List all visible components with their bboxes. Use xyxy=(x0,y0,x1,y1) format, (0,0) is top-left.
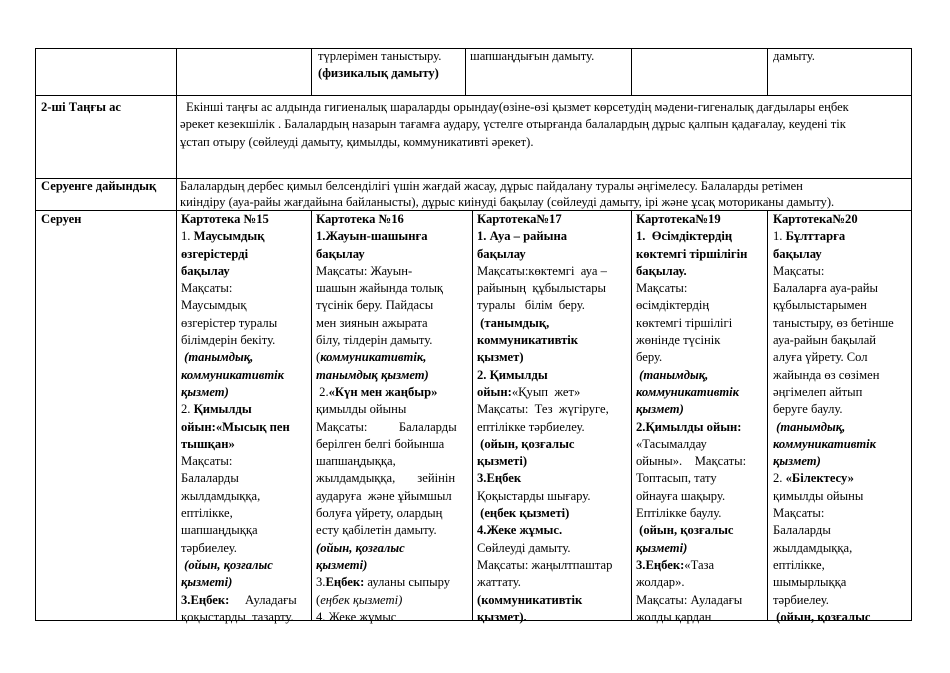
walk-prep-text-line: Балалардың дербес қимыл белсенділігі үшін жағдай жасау, дұрыс пайдалану туралы әңгімелесу. Балаларды ретімен xyxy=(180,179,803,193)
walk-text-segment: (танымдық, xyxy=(636,367,709,382)
walk-text-line xyxy=(477,401,629,418)
walk-text-line xyxy=(316,453,470,470)
walk-text-segment: танымдық қызмет) xyxy=(316,367,429,382)
walk-text-segment: алуға үйрету. Сол xyxy=(773,350,868,365)
walk-text-segment: 2.Қимылды ойын: xyxy=(636,419,742,434)
walk-text-segment: Топтасып, тату xyxy=(636,471,717,486)
walk-text-segment: қызмет) xyxy=(636,402,684,417)
walk-text-segment: Мақсаты: Ауладағы xyxy=(636,592,743,607)
walk-text-line xyxy=(181,574,309,591)
walk-text-segment: «Білектесу» xyxy=(785,471,854,486)
walk-text-segment: 3.Еңбек xyxy=(477,471,522,486)
row-label-breakfast: 2-ші Таңғы ас xyxy=(41,100,121,114)
walk-text-segment: (ойын, қозғалыс xyxy=(773,609,871,624)
walk-text-segment: 2. xyxy=(773,471,786,486)
walk-text-segment: есту қабілетін дамыту. xyxy=(316,523,437,538)
walk-text-line xyxy=(636,522,765,539)
walk-text-line xyxy=(477,332,629,349)
walk-text-line xyxy=(316,488,470,505)
walk-text-line xyxy=(181,453,309,470)
walk-text-segment: Мақсаты: xyxy=(773,263,825,278)
breakfast-text-line: ұстап отыру (сөйлеуді дамыту, қимылды, коммуникативті әрекет). xyxy=(180,135,534,149)
walk-text-line xyxy=(477,574,629,591)
walk-text-line xyxy=(181,540,309,557)
column-divider xyxy=(465,48,466,96)
walk-text-line xyxy=(636,540,765,557)
walk-text-segment: ( xyxy=(316,592,321,607)
walk-text-segment: қимылды ойыны xyxy=(316,402,407,417)
walk-text-line xyxy=(636,263,765,280)
walk-text-segment: 1. Өсімдіктердің xyxy=(636,229,733,244)
row-divider xyxy=(35,95,912,96)
row1-col4: шапшаңдығын дамыту. xyxy=(470,49,595,63)
walk-text-line xyxy=(181,315,309,332)
walk-text-segment: көктемгі тіршілігі xyxy=(636,315,733,330)
walk-text-segment: Маусымдық xyxy=(181,298,247,313)
walk-text-line xyxy=(636,470,765,487)
walk-text-segment: 3. xyxy=(316,575,326,590)
walk-column-5 xyxy=(773,211,909,626)
walk-text-line xyxy=(636,505,765,522)
walk-text-segment: жылдамдыққа, xyxy=(773,540,853,555)
walk-text-line xyxy=(181,488,309,505)
walk-text-segment: «Қуып жет» xyxy=(511,384,581,399)
walk-text-line xyxy=(773,315,909,332)
walk-text-line xyxy=(773,367,909,384)
walk-text-line xyxy=(636,367,765,384)
walk-text-segment: Мақсаты: xyxy=(636,281,688,296)
walk-text-line xyxy=(773,280,909,297)
walk-text-line xyxy=(477,470,629,487)
walk-text-segment: жаттату. xyxy=(477,575,521,590)
walk-column-2 xyxy=(316,211,470,626)
walk-text-segment: «Күн мен жаңбыр» xyxy=(328,384,438,399)
walk-text-segment: Балаларға ауа-райы xyxy=(773,281,878,296)
walk-text-segment: бақылау. xyxy=(636,263,687,278)
walk-text-segment: Бұлттарға xyxy=(785,229,846,244)
walk-text-segment: (ойын, қозғалыс xyxy=(181,557,273,572)
walk-text-segment: жөнінде түсінік xyxy=(636,333,721,348)
walk-text-line xyxy=(477,280,629,297)
walk-text-line xyxy=(181,246,309,263)
walk-text-segment: қызметі) xyxy=(181,575,233,590)
walk-column-4 xyxy=(636,211,765,626)
walk-text-segment: коммуникативтік xyxy=(477,333,579,348)
table-border-right xyxy=(911,48,912,621)
walk-text-segment: коммуникативтік, xyxy=(320,350,427,365)
walk-text-line xyxy=(316,332,470,349)
walk-text-line xyxy=(477,488,629,505)
walk-text-segment: 1. xyxy=(181,229,194,244)
walk-text-segment: (коммуникативтік xyxy=(477,592,583,607)
walk-text-segment: қызметі) xyxy=(316,557,368,572)
walk-text-segment: ( xyxy=(316,350,321,365)
walk-text-line xyxy=(316,401,470,418)
walk-text-segment: қызметі) xyxy=(477,454,528,469)
walk-text-line xyxy=(181,592,309,609)
walk-text-line xyxy=(636,557,765,574)
walk-text-line xyxy=(773,557,909,574)
walk-text-line xyxy=(773,592,909,609)
walk-text-segment: Мақсаты:көктемгі ауа – xyxy=(477,263,607,278)
walk-text-segment: көктемгі тіршілігін xyxy=(636,246,748,261)
walk-text-segment: қимылды ойыны xyxy=(773,488,864,503)
walk-text-line xyxy=(477,436,629,453)
walk-text-segment: Картотека№17 xyxy=(477,212,562,226)
walk-text-segment: тәрбиелеу. xyxy=(181,540,237,555)
walk-text-segment: 3.Еңбек: xyxy=(636,557,685,572)
walk-text-line xyxy=(477,453,629,470)
walk-text-segment: еңбек қызметі) xyxy=(320,592,403,607)
walk-text-line xyxy=(636,609,765,626)
walk-text-line xyxy=(636,592,765,609)
walk-text-line xyxy=(181,401,309,418)
walk-text-line xyxy=(316,367,470,384)
walk-text-segment: қызмет) xyxy=(477,350,524,365)
walk-text-segment: Мақсаты: жаңылтпаштар xyxy=(477,557,613,572)
row-label-walk-prep: Серуенге дайындық xyxy=(41,179,157,193)
walk-text-segment: 2. xyxy=(181,402,194,417)
walk-text-segment: бақылау xyxy=(181,263,230,278)
walk-text-segment: (танымдық, xyxy=(181,350,254,365)
walk-text-line xyxy=(636,332,765,349)
walk-text-segment: білімдерін бекіту. xyxy=(181,333,276,348)
walk-text-line xyxy=(316,419,470,436)
walk-text-segment: Қоқыстарды шығару. xyxy=(477,488,591,503)
walk-text-segment: жолдар». xyxy=(636,575,685,590)
walk-text-segment: 2. xyxy=(316,384,329,399)
walk-text-segment: коммуникативтік xyxy=(773,436,877,451)
walk-text-line xyxy=(181,280,309,297)
row1-col3-line1: түрлерімен таныстыру. xyxy=(318,49,442,63)
walk-text-segment: жылдамдыққа, xyxy=(181,488,261,503)
walk-text-segment: бақылау xyxy=(773,246,822,261)
walk-text-segment: Қимылды xyxy=(193,402,252,417)
walk-text-segment: шапшаңдыққа xyxy=(181,523,258,538)
walk-text-segment: шымырлыққа xyxy=(773,575,847,590)
walk-text-line xyxy=(773,609,909,626)
walk-text-segment: ойын: xyxy=(477,384,512,399)
breakfast-text-line: Екінші таңғы ас алдында гигиеналық шараларды орындау(өзіне-өзі қызмет көрсетудің мәдени-гигеналық дағдылары еңбек xyxy=(186,100,849,114)
walk-text-line xyxy=(477,367,629,384)
walk-text-line xyxy=(316,557,470,574)
walk-text-segment: 2. Қимылды xyxy=(477,367,548,382)
walk-text-segment: әңгімелеп айтып xyxy=(773,384,863,399)
walk-text-line xyxy=(773,349,909,366)
walk-text-line xyxy=(316,211,470,228)
walk-text-line xyxy=(636,211,765,228)
walk-text-segment: берілген белгі бойынша xyxy=(316,436,445,451)
row1-col6: дамыту. xyxy=(773,49,815,63)
walk-text-segment: жылдамдыққа, зейінін xyxy=(316,471,456,486)
walk-text-segment: Мақсаты: xyxy=(181,454,233,469)
walk-text-segment: ауа-райын бақылай xyxy=(773,333,877,348)
walk-text-line xyxy=(316,470,470,487)
walk-text-segment: 4.Жеке жұмыс. xyxy=(477,523,563,538)
walk-text-segment: ойнауға шақыру. xyxy=(636,488,726,503)
walk-text-line xyxy=(773,470,909,487)
walk-text-line xyxy=(181,211,309,228)
column-divider xyxy=(311,48,312,96)
walk-text-line xyxy=(773,436,909,453)
walk-text-line xyxy=(181,384,309,401)
column-divider xyxy=(311,210,312,621)
walk-text-line xyxy=(636,384,765,401)
walk-text-segment: ойын:«Мысық пен xyxy=(181,419,290,434)
walk-text-segment: Мақсаты: Балаларды xyxy=(316,419,457,434)
walk-text-line xyxy=(477,246,629,263)
walk-text-line xyxy=(773,228,909,245)
walk-text-line xyxy=(773,505,909,522)
walk-text-line xyxy=(773,246,909,263)
walk-text-line xyxy=(181,505,309,522)
walk-text-segment: қызмет) xyxy=(773,454,821,469)
walk-text-segment: Мақсаты: Жауын- xyxy=(316,263,413,278)
walk-text-line xyxy=(636,349,765,366)
walk-text-segment: түсінік беру. Пайдасы xyxy=(316,298,434,313)
walk-text-line xyxy=(316,349,470,366)
walk-text-line xyxy=(773,540,909,557)
walk-text-line xyxy=(181,349,309,366)
walk-text-line xyxy=(316,246,470,263)
walk-text-segment: таныстыру, өз бетінше xyxy=(773,315,894,330)
walk-text-segment: беру. xyxy=(636,350,663,365)
walk-column-3 xyxy=(477,211,629,626)
column-divider xyxy=(472,210,473,621)
walk-text-segment: (ойын, қозғалыс xyxy=(636,523,734,538)
walk-text-line xyxy=(181,557,309,574)
walk-text-line xyxy=(773,211,909,228)
walk-text-segment: ептілікке, xyxy=(773,557,825,572)
walk-text-line xyxy=(316,540,470,557)
walk-text-line xyxy=(477,557,629,574)
walk-text-line xyxy=(181,367,309,384)
walk-text-line xyxy=(316,574,470,591)
walk-text-line xyxy=(316,522,470,539)
walk-text-segment: Ептілікке баулу. xyxy=(636,506,722,521)
walk-text-line xyxy=(477,349,629,366)
walk-text-segment: жолды қардан xyxy=(636,609,712,624)
walk-text-segment: өзгерістерді xyxy=(181,246,249,261)
walk-text-segment: тышқан» xyxy=(181,436,235,451)
walk-text-line xyxy=(316,609,470,626)
walk-text-line xyxy=(181,419,309,436)
table-border-left xyxy=(35,48,36,621)
walk-text-line xyxy=(477,263,629,280)
walk-text-segment: құбылыстарымен xyxy=(773,298,867,313)
walk-text-line xyxy=(773,401,909,418)
walk-text-segment: қызмет). xyxy=(477,609,527,624)
walk-text-line xyxy=(636,246,765,263)
walk-text-segment: Мақсаты: Тез жүгіруге, xyxy=(477,402,609,417)
walk-text-line xyxy=(477,522,629,539)
walk-text-segment: Маусымдық xyxy=(193,229,265,244)
column-divider xyxy=(767,48,768,96)
walk-text-line xyxy=(477,315,629,332)
walk-prep-text-line: киіндіру (ауа-райы жағдайына байланысты), дұрыс киінуді бақылау (сөйлеуді дамыту, ірі және ұсақ моториканы дамыту). xyxy=(180,195,835,209)
walk-text-line xyxy=(636,419,765,436)
walk-text-segment: өсімдіктердің xyxy=(636,298,710,313)
walk-text-segment: «Тасымалдау xyxy=(636,436,707,451)
walk-text-segment: Ауладағы xyxy=(229,592,297,607)
walk-text-segment: райының құбылыстары xyxy=(477,281,606,296)
walk-text-segment: Балаларды xyxy=(181,471,239,486)
walk-text-line xyxy=(477,505,629,522)
walk-text-segment: (ойын, қозғалыс xyxy=(316,540,405,555)
walk-text-line xyxy=(773,332,909,349)
walk-text-line xyxy=(773,453,909,470)
walk-text-line xyxy=(181,332,309,349)
walk-text-line xyxy=(181,297,309,314)
walk-text-line xyxy=(773,488,909,505)
walk-text-segment: ауланы сыпыру xyxy=(364,575,451,590)
walk-text-line xyxy=(636,315,765,332)
walk-text-line xyxy=(477,592,629,609)
walk-text-line xyxy=(636,488,765,505)
walk-text-line xyxy=(636,228,765,245)
walk-text-segment: Картотека№19 xyxy=(636,212,721,226)
walk-text-segment: (еңбек қызметі) xyxy=(477,506,570,521)
walk-text-line xyxy=(316,505,470,522)
column-divider xyxy=(631,48,632,96)
walk-text-line xyxy=(636,280,765,297)
walk-text-line xyxy=(181,228,309,245)
walk-text-segment: беруге баулу. xyxy=(773,402,843,417)
column-divider xyxy=(631,210,632,621)
walk-text-segment: коммуникативтік xyxy=(181,367,285,382)
walk-text-line xyxy=(773,297,909,314)
walk-text-line xyxy=(773,263,909,280)
walk-text-line xyxy=(181,436,309,453)
walk-text-segment: ептілікке тәрбиелеу. xyxy=(477,419,585,434)
walk-text-segment: ойыны». Мақсаты: xyxy=(636,454,747,469)
walk-text-segment: Мақсаты: xyxy=(773,506,825,521)
walk-text-segment: 4. Жеке жұмыс xyxy=(316,609,397,624)
walk-text-segment: 1. Ауа – райына xyxy=(477,229,568,244)
walk-text-segment: қызметі) xyxy=(636,540,688,555)
walk-text-line xyxy=(773,574,909,591)
walk-text-line xyxy=(181,470,309,487)
walk-text-line xyxy=(636,574,765,591)
walk-text-segment: шашын жайында толық xyxy=(316,281,444,296)
walk-text-segment: Картотека №15 xyxy=(181,212,269,226)
walk-text-line xyxy=(477,297,629,314)
walk-text-line xyxy=(636,297,765,314)
walk-text-line xyxy=(316,228,470,245)
column-divider xyxy=(767,210,768,621)
walk-text-segment: коммуникативтік xyxy=(636,384,740,399)
walk-text-line xyxy=(477,609,629,626)
walk-text-line xyxy=(636,453,765,470)
walk-text-line xyxy=(773,522,909,539)
walk-text-segment: Еңбек: xyxy=(325,575,365,590)
walk-text-segment: туралы білім беру. xyxy=(477,298,585,313)
walk-text-segment: 1.Жауын-шашынға xyxy=(316,229,428,244)
walk-column-1 xyxy=(181,211,309,626)
walk-text-segment: қоқыстарды тазарту. xyxy=(181,609,294,624)
column-divider xyxy=(176,48,177,621)
walk-text-segment: болуға үйрету, олардың xyxy=(316,506,443,521)
walk-text-line xyxy=(477,540,629,557)
walk-text-line xyxy=(316,384,470,401)
row-label-walk: Серуен xyxy=(41,212,82,226)
walk-text-segment: бақылау xyxy=(316,246,365,261)
walk-text-segment: ептілікке, xyxy=(181,506,233,521)
walk-text-line xyxy=(636,436,765,453)
walk-text-line xyxy=(316,592,470,609)
walk-text-line xyxy=(773,384,909,401)
walk-text-segment: Картотека №16 xyxy=(316,212,404,226)
walk-text-segment: мен зиянын ажырата xyxy=(316,315,428,330)
walk-text-line xyxy=(636,401,765,418)
walk-text-segment: (танымдық, xyxy=(477,315,550,330)
row1-col3-line2: (физикалық дамыту) xyxy=(318,66,439,80)
walk-text-line xyxy=(316,297,470,314)
walk-text-segment: (ойын, қозғалыс xyxy=(477,436,575,451)
walk-text-line xyxy=(181,263,309,280)
walk-text-line xyxy=(477,384,629,401)
walk-text-segment: Сөйлеуді дамыту. xyxy=(477,540,571,555)
walk-text-segment: аударуға және ұйымшыл xyxy=(316,488,452,503)
walk-text-line xyxy=(316,436,470,453)
walk-text-segment: шапшаңдыққа, xyxy=(316,454,396,469)
walk-text-segment: (танымдық, xyxy=(773,419,846,434)
walk-text-segment: білу, тілдерін дамыту. xyxy=(316,333,433,348)
breakfast-text-line: әрекет кезекшілік . Балалардың назарын тағамға аудару, үстелге отырғанда балалардың дұрыс қалпын қадағалау, кеудені тік xyxy=(180,117,846,131)
walk-text-segment: жайында өз сөзімен xyxy=(773,367,880,382)
walk-text-line xyxy=(477,228,629,245)
walk-text-line xyxy=(181,609,309,626)
walk-text-segment: Картотека№20 xyxy=(773,212,858,226)
walk-text-line xyxy=(773,419,909,436)
walk-text-segment: 3.Еңбек: xyxy=(181,592,230,607)
walk-text-line xyxy=(316,315,470,332)
walk-text-segment: бақылау xyxy=(477,246,526,261)
walk-text-segment: «Таза xyxy=(684,557,715,572)
walk-text-segment: өзгерістер туралы xyxy=(181,315,278,330)
walk-text-line xyxy=(181,522,309,539)
walk-text-segment: тәрбиелеу. xyxy=(773,592,829,607)
walk-text-segment: 1. xyxy=(773,229,786,244)
walk-text-line xyxy=(316,280,470,297)
walk-text-segment: Мақсаты: xyxy=(181,281,233,296)
walk-text-line xyxy=(477,211,629,228)
walk-text-segment: қызмет) xyxy=(181,384,229,399)
walk-text-line xyxy=(477,419,629,436)
walk-text-segment: Балаларды xyxy=(773,523,831,538)
walk-text-line xyxy=(316,263,470,280)
